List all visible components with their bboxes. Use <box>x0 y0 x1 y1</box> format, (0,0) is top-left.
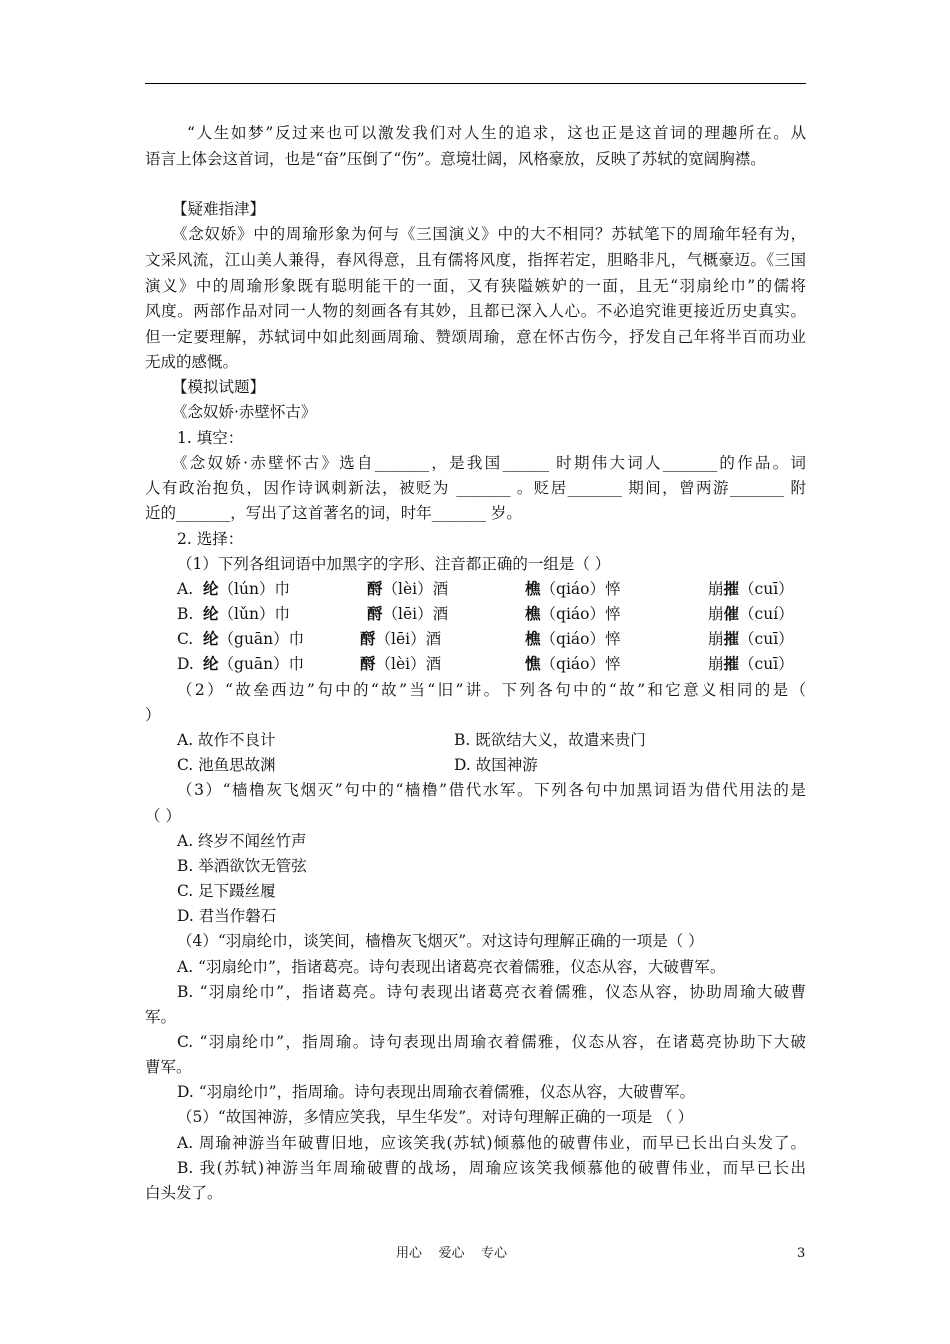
section1-line1: 《念奴娇》中的周瑜形象为何与《三国演义》中的大不相同？苏轼笔下的周瑜年轻有为， <box>172 225 806 243</box>
bold-char: 酹 <box>360 654 376 673</box>
q2-5-option-b-line1: B. 我(苏轼)神游当年周瑜破曹的战场，周瑜应该笑我倾慕他的破曹伟业，而早已长出 <box>177 1159 806 1177</box>
q2-3-option-b: B. 举酒欲饮无管弦 <box>177 857 307 875</box>
q2-1-option-c-word1 <box>203 629 304 649</box>
pinyin: （lēi）酒 <box>375 630 442 648</box>
q2-4-option-c-line1: C. “羽扇纶巾”，指周瑜。诗句表现出周瑜衣着儒雅，仪态从容，在诸葛亮协助下大破 <box>177 1033 806 1051</box>
plain-char: 崩 <box>708 580 724 598</box>
q2-2-option-b: B. 既欲结大义，故遣来贵门 <box>454 731 646 749</box>
bold-char: 樵 <box>525 604 541 623</box>
q2-1-option-d-word4 <box>708 654 794 674</box>
q2-1-option-b-word4 <box>708 604 794 624</box>
q2-4-option-b-line2: 军。 <box>145 1008 177 1026</box>
q2-1-option-a-word1 <box>203 579 290 599</box>
pinyin: （qiáo）悴 <box>540 630 621 648</box>
plain-char: 崩 <box>708 605 724 623</box>
pinyin: （guān）巾 <box>218 630 305 648</box>
q2-1-option-d-word2 <box>360 654 441 674</box>
plain-char: 崩 <box>708 630 724 648</box>
section1-line5: 但一定要理解，苏轼词中如此刻画周瑜、赞颂周瑜，意在怀古伤今，抒发自己年将半百而功业 <box>145 328 806 346</box>
q2-4-option-c-line2: 曹军。 <box>145 1058 192 1076</box>
section1-line4: 风度。两部作品对同一人物的刻画各有其妙，且都已深入人心。不必追究谁更接近历史真实。 <box>145 302 806 320</box>
pinyin: （qiáo）悴 <box>540 605 621 623</box>
q2-3-option-c: C. 足下蹑丝履 <box>177 882 276 900</box>
page-number: 3 <box>797 1246 806 1261</box>
q1-line2: 人有政治抱负，因作诗讽刺新法，被贬为 _______ 。贬居_______ 期间，曾两游_______ 附 <box>145 479 806 497</box>
q2-1-option-a-word2 <box>367 579 448 599</box>
q2-2-stem-line2: ） <box>145 706 161 724</box>
para1-line1: “人生如梦”反过来也可以激发我们对人生的追求，这也正是这首词的理趣所在。从 <box>187 124 806 142</box>
q1-label: 1. 填空： <box>177 429 244 447</box>
bold-char: 酹 <box>367 604 383 623</box>
bold-char: 纶 <box>203 579 219 598</box>
pinyin: （cuī） <box>739 630 794 648</box>
q2-2-option-d: D. 故国神游 <box>454 756 538 774</box>
bold-char: 纶 <box>203 629 219 648</box>
q2-2-option-c: C. 池鱼思故渊 <box>177 756 276 774</box>
q2-1-option-a-word3 <box>525 579 620 599</box>
q2-1-option-d-word3 <box>525 654 620 674</box>
q2-3-stem-line1: （3）“樯橹灰飞烟灭”句中的“樯橹”借代水军。下列各句中加黑词语为借代用法的是 <box>177 781 806 799</box>
pinyin: （lún）巾 <box>218 580 290 598</box>
pinyin: （qiáo）悴 <box>540 655 621 673</box>
q1-line3: 近的_______，写出了这首著名的词，时年_______ 岁。 <box>145 504 522 522</box>
q2-5-stem: （5）“故国神游，多情应笑我，早生华发”。对诗句理解正确的一项是 （ ） <box>177 1108 694 1126</box>
q2-1-option-c-word2 <box>360 629 441 649</box>
bold-char: 酹 <box>367 579 383 598</box>
q2-2-option-a: A. 故作不良计 <box>177 731 276 749</box>
q2-1-stem: （1）下列各组词语中加黑字的字形、注音都正确的一组是（ ） <box>177 555 611 573</box>
bold-char: 摧 <box>723 629 740 648</box>
header-rule <box>145 83 806 84</box>
q2-5-option-a: A. 周瑜神游当年破曹旧地，应该笑我(苏轼)倾慕他的破曹伟业，而早已长出白头发了。 <box>177 1134 806 1152</box>
bold-char: 纶 <box>203 654 219 673</box>
q2-label: 2. 选择： <box>177 530 244 548</box>
pinyin: （lǔn）巾 <box>218 605 290 623</box>
q2-2-stem-line1: （2）“故垒西边”句中的“故”当“旧”讲。下列各句中的“故”和它意义相同的是（ <box>177 681 806 699</box>
bold-char: 憔 <box>525 654 541 673</box>
q2-4-option-a: A. “羽扇纶巾”，指诸葛亮。诗句表现出诸葛亮衣着儒雅，仪态从容，大破曹军。 <box>177 958 726 976</box>
section1-line2: 文采风流，江山美人兼得，春风得意，且有儒将风度，指挥若定，胆略非凡，气概豪迈。《三国 <box>145 251 806 269</box>
q2-5-option-b-line2: 白头发了。 <box>145 1184 223 1202</box>
section1-line6: 无成的感慨。 <box>145 353 239 371</box>
bold-char: 酹 <box>360 629 376 648</box>
q2-3-option-d: D. 君当作磐石 <box>177 907 277 925</box>
bold-char: 摧 <box>723 654 740 673</box>
pinyin: （lèi）酒 <box>382 580 449 598</box>
q2-1-option-a-letter: A. <box>177 580 194 598</box>
q2-4-stem: （4）“羽扇纶巾，谈笑间，樯橹灰飞烟灭”。对这诗句理解正确的一项是（ ） <box>177 932 704 950</box>
section2-heading: 【模拟试题】 <box>172 378 266 396</box>
bold-char: 樵 <box>525 629 541 648</box>
footer-motto: 用心 爱心 专心 <box>396 1246 508 1261</box>
q2-1-option-d-letter: D. <box>177 655 194 673</box>
pinyin: （cuí） <box>739 605 794 623</box>
section1-line3: 演义》中的周瑜形象既有聪明能干的一面，又有狭隘嫉妒的一面，且无“羽扇纶巾”的儒将 <box>145 277 806 295</box>
q2-3-option-a: A. 终岁不闻丝竹声 <box>177 832 307 850</box>
para1-line2: 语言上体会这首词，也是“奋”压倒了“伤”。意境壮阔，风格豪放，反映了苏轼的宽阔胸襟。 <box>145 150 766 168</box>
pinyin: （guān）巾 <box>218 655 305 673</box>
q1-line1: 《念奴娇·赤壁怀古》选自_______，是我国______ 时期伟大词人_______的作品。词 <box>172 454 806 472</box>
q2-1-option-c-letter: C. <box>177 630 194 648</box>
pinyin: （lēi）酒 <box>382 605 449 623</box>
q2-1-option-c-word3 <box>525 629 620 649</box>
q2-1-option-d-word1 <box>203 654 304 674</box>
q2-1-option-a-word4 <box>708 579 794 599</box>
bold-char: 催 <box>723 604 740 623</box>
q2-3-stem-line2: （ ） <box>145 807 181 825</box>
section1-heading: 【疑难指津】 <box>172 200 266 218</box>
poem-title: 《念奴娇·赤壁怀古》 <box>172 403 317 421</box>
pinyin: （qiáo）悴 <box>540 580 621 598</box>
bold-char: 纶 <box>203 604 219 623</box>
q2-1-option-b-word2 <box>367 604 448 624</box>
q2-4-option-b-line1: B. “羽扇纶巾”，指诸葛亮。诗句表现出诸葛亮衣着儒雅，仪态从容，协助周瑜大破曹 <box>177 983 806 1001</box>
plain-char: 崩 <box>708 655 724 673</box>
bold-char: 摧 <box>723 579 740 598</box>
q2-1-option-b-word1 <box>203 604 290 624</box>
q2-1-option-b-word3 <box>525 604 620 624</box>
pinyin: （lèi）酒 <box>375 655 442 673</box>
bold-char: 樵 <box>525 579 541 598</box>
q2-1-option-b-letter: B. <box>177 605 194 623</box>
q2-1-option-c-word4 <box>708 629 794 649</box>
pinyin: （cuī） <box>739 655 794 673</box>
q2-4-option-d: D. “羽扇纶巾”，指周瑜。诗句表现出周瑜衣着儒雅，仪态从容，大破曹军。 <box>177 1083 696 1101</box>
pinyin: （cuī） <box>739 580 794 598</box>
